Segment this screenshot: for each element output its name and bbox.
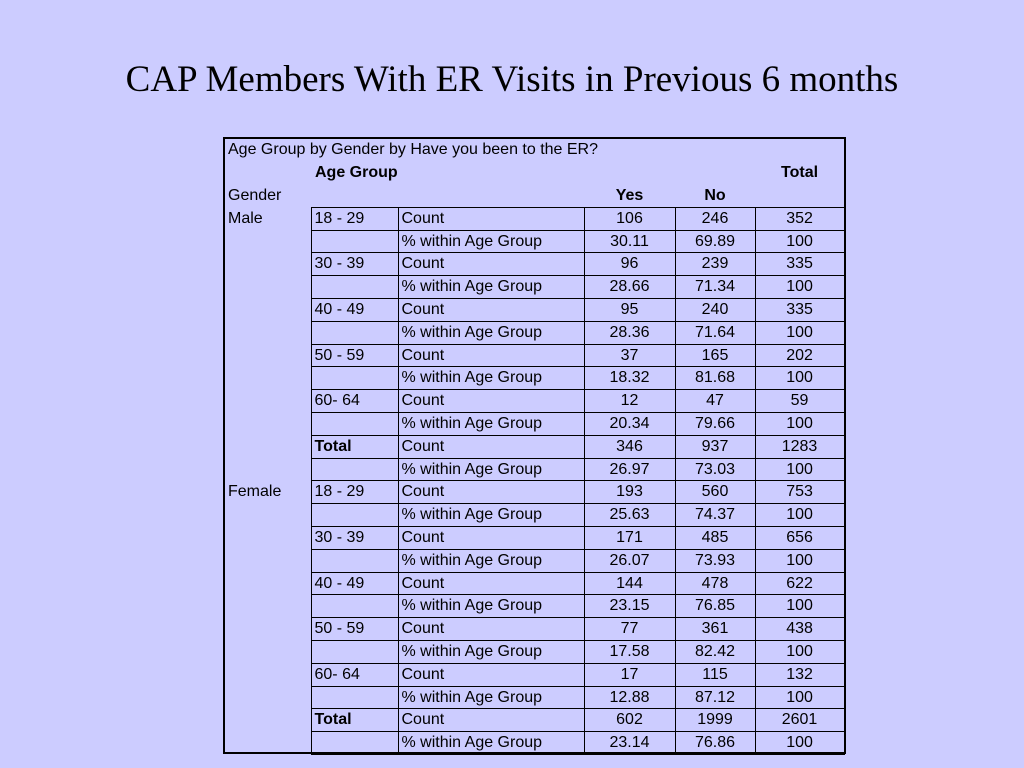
table-row bbox=[225, 458, 844, 481]
yes-value-cell: 25.63 bbox=[584, 504, 675, 527]
total-value-cell: 656 bbox=[755, 527, 844, 550]
no-value-cell: 485 bbox=[675, 527, 755, 550]
table-row bbox=[225, 618, 844, 641]
age-group-header: Age Group bbox=[315, 164, 398, 182]
statistic-cell: Count bbox=[398, 435, 584, 458]
table-row bbox=[225, 435, 844, 458]
age-group-cell: 40 - 49 bbox=[311, 572, 398, 595]
yes-value-cell: 26.07 bbox=[584, 549, 675, 572]
gender-cell bbox=[225, 458, 311, 481]
gender-cell bbox=[225, 663, 311, 686]
no-value-cell: 69.89 bbox=[675, 230, 755, 253]
yes-value-cell: 26.97 bbox=[584, 458, 675, 481]
table-row bbox=[225, 641, 844, 664]
total-value-cell: 100 bbox=[755, 230, 844, 253]
total-value-cell: 100 bbox=[755, 504, 844, 527]
age-group-cell bbox=[311, 276, 398, 299]
statistic-cell: Count bbox=[398, 572, 584, 595]
statistic-cell: Count bbox=[398, 207, 584, 230]
crosstab-table bbox=[225, 139, 845, 755]
yes-value-cell: 144 bbox=[584, 572, 675, 595]
yes-value-cell: 23.15 bbox=[584, 595, 675, 618]
total-value-cell: 59 bbox=[755, 390, 844, 413]
total-value-cell: 100 bbox=[755, 595, 844, 618]
no-value-cell: 81.68 bbox=[675, 367, 755, 390]
total-header: Total bbox=[781, 164, 819, 182]
gender-cell bbox=[225, 572, 311, 595]
no-value-cell: 73.03 bbox=[675, 458, 755, 481]
yes-value-cell: 23.14 bbox=[584, 732, 675, 755]
statistic-cell: % within Age Group bbox=[398, 686, 584, 709]
statistic-cell: % within Age Group bbox=[398, 321, 584, 344]
total-value-cell: 132 bbox=[755, 663, 844, 686]
age-group-cell bbox=[311, 458, 398, 481]
gender-label: Male bbox=[228, 209, 263, 227]
table-row bbox=[225, 527, 844, 550]
total-value-cell: 100 bbox=[755, 458, 844, 481]
yes-value-cell: 171 bbox=[584, 527, 675, 550]
statistic-cell: Count bbox=[398, 344, 584, 367]
total-value-cell: 1283 bbox=[755, 435, 844, 458]
yes-value-cell: 346 bbox=[584, 435, 675, 458]
yes-value-cell: 602 bbox=[584, 709, 675, 732]
statistic-cell: Count bbox=[398, 663, 584, 686]
age-group-cell bbox=[311, 504, 398, 527]
total-value-cell: 100 bbox=[755, 641, 844, 664]
gender-cell bbox=[225, 413, 311, 436]
yes-value-cell: 193 bbox=[584, 481, 675, 504]
gender-cell bbox=[225, 709, 311, 732]
statistic-cell: Count bbox=[398, 481, 584, 504]
age-group-cell: 18 - 29 bbox=[311, 207, 398, 230]
yes-value-cell: 96 bbox=[584, 253, 675, 276]
total-value-cell: 100 bbox=[755, 413, 844, 436]
table-row bbox=[225, 663, 844, 686]
header-row-1 bbox=[225, 162, 844, 185]
statistic-cell: Count bbox=[398, 390, 584, 413]
total-value-cell: 100 bbox=[755, 367, 844, 390]
table-row bbox=[225, 572, 844, 595]
gender-cell bbox=[225, 367, 311, 390]
table-row bbox=[225, 549, 844, 572]
yes-value-cell: 17.58 bbox=[584, 641, 675, 664]
table-row bbox=[225, 686, 844, 709]
age-group-cell bbox=[311, 595, 398, 618]
statistic-cell: % within Age Group bbox=[398, 641, 584, 664]
total-value-cell: 335 bbox=[755, 299, 844, 322]
no-value-cell: 361 bbox=[675, 618, 755, 641]
age-group-cell: 40 - 49 bbox=[311, 299, 398, 322]
table-row bbox=[225, 413, 844, 436]
age-group-cell bbox=[311, 732, 398, 755]
no-value-cell: 71.34 bbox=[675, 276, 755, 299]
statistic-cell: % within Age Group bbox=[398, 504, 584, 527]
age-group-cell bbox=[311, 413, 398, 436]
yes-value-cell: 30.11 bbox=[584, 230, 675, 253]
gender-cell bbox=[225, 299, 311, 322]
statistic-cell: % within Age Group bbox=[398, 230, 584, 253]
yes-value-cell: 28.66 bbox=[584, 276, 675, 299]
total-value-cell: 202 bbox=[755, 344, 844, 367]
no-value-cell: 76.86 bbox=[675, 732, 755, 755]
no-value-cell: 478 bbox=[675, 572, 755, 595]
age-group-cell: 30 - 39 bbox=[311, 253, 398, 276]
table-row bbox=[225, 732, 844, 755]
yes-value-cell: 12.88 bbox=[584, 686, 675, 709]
no-value-cell: 246 bbox=[675, 207, 755, 230]
total-value-cell: 438 bbox=[755, 618, 844, 641]
age-group-cell: 18 - 29 bbox=[311, 481, 398, 504]
gender-cell bbox=[225, 618, 311, 641]
statistic-cell: % within Age Group bbox=[398, 595, 584, 618]
table-row bbox=[225, 253, 844, 276]
age-group-cell bbox=[311, 367, 398, 390]
table-row bbox=[225, 709, 844, 732]
gender-cell bbox=[225, 253, 311, 276]
yes-value-cell: 28.36 bbox=[584, 321, 675, 344]
table-caption: Age Group by Gender by Have you been to the ER? bbox=[228, 141, 599, 159]
no-value-cell: 165 bbox=[675, 344, 755, 367]
no-value-cell: 79.66 bbox=[675, 413, 755, 436]
no-value-cell: 87.12 bbox=[675, 686, 755, 709]
no-value-cell: 1999 bbox=[675, 709, 755, 732]
total-value-cell: 100 bbox=[755, 549, 844, 572]
age-group-cell: 50 - 59 bbox=[311, 618, 398, 641]
age-group-cell: Total bbox=[311, 435, 398, 458]
no-value-cell: 937 bbox=[675, 435, 755, 458]
table-row bbox=[225, 299, 844, 322]
header-row-2 bbox=[225, 185, 844, 208]
total-value-cell: 100 bbox=[755, 732, 844, 755]
table-row bbox=[225, 230, 844, 253]
yes-value-cell: 17 bbox=[584, 663, 675, 686]
age-group-cell: 60- 64 bbox=[311, 663, 398, 686]
age-group-cell bbox=[311, 641, 398, 664]
gender-cell bbox=[225, 390, 311, 413]
table-row bbox=[225, 344, 844, 367]
gender-cell bbox=[225, 504, 311, 527]
no-value-cell: 82.42 bbox=[675, 641, 755, 664]
slide-title: CAP Members With ER Visits in Previous 6 months bbox=[125, 59, 899, 100]
statistic-cell: Count bbox=[398, 618, 584, 641]
statistic-cell: % within Age Group bbox=[398, 549, 584, 572]
caption-row bbox=[225, 139, 844, 162]
gender-cell bbox=[225, 321, 311, 344]
statistic-cell: % within Age Group bbox=[398, 413, 584, 436]
total-value-cell: 100 bbox=[755, 276, 844, 299]
gender-cell bbox=[225, 344, 311, 367]
age-group-cell bbox=[311, 321, 398, 344]
table-row bbox=[225, 321, 844, 344]
age-group-cell bbox=[311, 230, 398, 253]
table-row bbox=[225, 504, 844, 527]
statistic-cell: Count bbox=[398, 253, 584, 276]
statistic-cell: Count bbox=[398, 527, 584, 550]
gender-cell bbox=[225, 527, 311, 550]
no-value-cell: 240 bbox=[675, 299, 755, 322]
age-group-cell: 30 - 39 bbox=[311, 527, 398, 550]
table-row bbox=[225, 390, 844, 413]
table-row bbox=[225, 367, 844, 390]
gender-cell bbox=[225, 732, 311, 755]
total-value-cell: 100 bbox=[755, 321, 844, 344]
total-value-cell: 2601 bbox=[755, 709, 844, 732]
total-value-cell: 100 bbox=[755, 686, 844, 709]
no-value-cell: 76.85 bbox=[675, 595, 755, 618]
gender-header: Gender bbox=[228, 186, 282, 204]
yes-value-cell: 37 bbox=[584, 344, 675, 367]
no-header: No bbox=[675, 185, 755, 208]
gender-cell bbox=[225, 230, 311, 253]
no-value-cell: 74.37 bbox=[675, 504, 755, 527]
yes-value-cell: 77 bbox=[584, 618, 675, 641]
yes-value-cell: 20.34 bbox=[584, 413, 675, 436]
yes-value-cell: 12 bbox=[584, 390, 675, 413]
no-value-cell: 71.64 bbox=[675, 321, 755, 344]
age-group-cell bbox=[311, 549, 398, 572]
age-group-cell: 50 - 59 bbox=[311, 344, 398, 367]
no-value-cell: 560 bbox=[675, 481, 755, 504]
gender-cell bbox=[225, 276, 311, 299]
statistic-cell: Count bbox=[398, 299, 584, 322]
no-value-cell: 239 bbox=[675, 253, 755, 276]
yes-value-cell: 95 bbox=[584, 299, 675, 322]
gender-cell bbox=[225, 686, 311, 709]
total-value-cell: 335 bbox=[755, 253, 844, 276]
total-value-cell: 753 bbox=[755, 481, 844, 504]
age-group-cell: 60- 64 bbox=[311, 390, 398, 413]
table-row bbox=[225, 595, 844, 618]
no-value-cell: 73.93 bbox=[675, 549, 755, 572]
statistic-cell: % within Age Group bbox=[398, 276, 584, 299]
total-value-cell: 352 bbox=[755, 207, 844, 230]
crosstab-table-frame bbox=[223, 137, 846, 754]
no-value-cell: 47 bbox=[675, 390, 755, 413]
age-group-cell: Total bbox=[311, 709, 398, 732]
total-value-cell: 622 bbox=[755, 572, 844, 595]
statistic-cell: % within Age Group bbox=[398, 458, 584, 481]
gender-cell bbox=[225, 435, 311, 458]
age-group-cell bbox=[311, 686, 398, 709]
yes-value-cell: 106 bbox=[584, 207, 675, 230]
statistic-cell: % within Age Group bbox=[398, 732, 584, 755]
yes-header: Yes bbox=[584, 185, 675, 208]
gender-cell bbox=[225, 549, 311, 572]
table-row bbox=[225, 276, 844, 299]
statistic-cell: % within Age Group bbox=[398, 367, 584, 390]
table-row bbox=[225, 207, 844, 230]
gender-label: Female bbox=[228, 483, 282, 501]
table-row bbox=[225, 481, 844, 504]
no-value-cell: 115 bbox=[675, 663, 755, 686]
yes-value-cell: 18.32 bbox=[584, 367, 675, 390]
gender-cell bbox=[225, 641, 311, 664]
statistic-cell: Count bbox=[398, 709, 584, 732]
gender-cell bbox=[225, 595, 311, 618]
